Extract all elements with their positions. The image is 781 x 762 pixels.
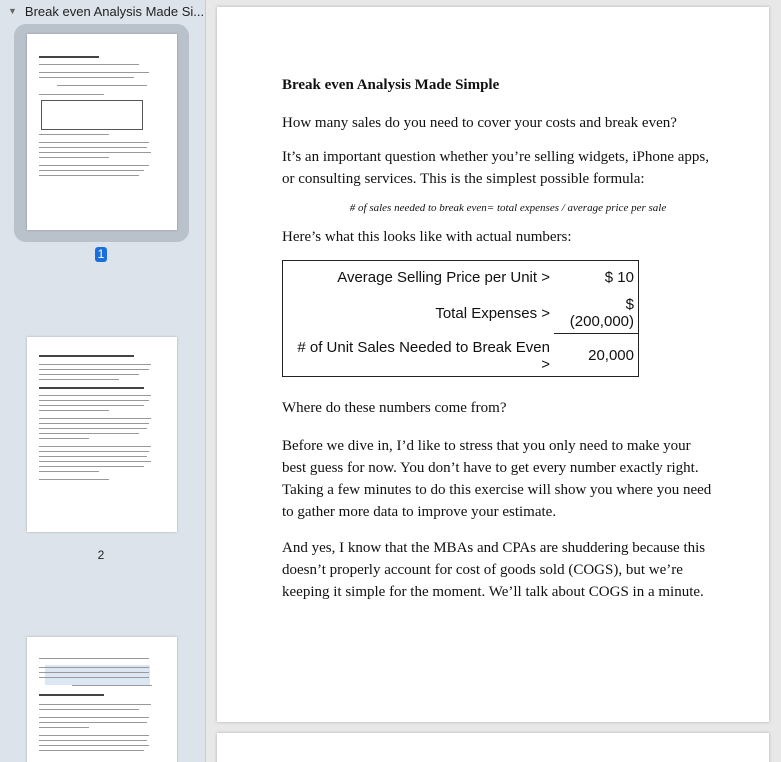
paragraph-1: How many sales do you need to cover your costs and break even? [282, 115, 677, 131]
table-cell-label: # of Unit Sales Needed to Break Even > [297, 338, 550, 373]
document-page [217, 7, 769, 722]
page-number-1[interactable]: 1 [95, 247, 107, 262]
document-view[interactable] [206, 0, 781, 762]
paragraph-5: Before we dive in, I’d like to stress that you only need to make your best guess for now. You don’t have to get every number exactly right. Taking a few minutes to do this exercise will show you where you need to gather more data to improve your estimate. [282, 437, 712, 520]
page-thumbnail-2[interactable] [27, 337, 177, 532]
disclosure-triangle-icon[interactable]: ▼ [8, 6, 17, 16]
table-cell-label: Total Expenses > [435, 304, 550, 322]
formula: # of sales needed to break even= total expenses / average price per sale [349, 202, 667, 214]
document-heading: Break even Analysis Made Simple [282, 77, 500, 93]
document-title-label: Break even Analysis Made Si... [24, 3, 205, 19]
page-thumbnail-1[interactable] [27, 34, 177, 230]
page-number-2[interactable]: 2 [97, 548, 105, 562]
table-cell-value: $ (200,000) [554, 291, 639, 334]
table-row [283, 261, 639, 292]
sidebar-header[interactable] [0, 0, 205, 22]
table-row [283, 334, 639, 377]
page-content [282, 77, 712, 615]
thumbnail-sidebar [0, 0, 206, 762]
page-thumbnail-3[interactable] [27, 637, 177, 762]
next-document-page [217, 733, 769, 762]
numbers-table [282, 260, 639, 377]
paragraph-3: Here’s what this looks like with actual numbers: [282, 229, 572, 245]
paragraph-2: It’s an important question whether you’re selling widgets, iPhone apps, or consulting services. This is the simplest possible formula: [282, 149, 710, 187]
paragraph-4: Where do these numbers come from? [282, 399, 507, 416]
paragraph-6: And yes, I know that the MBAs and CPAs are shuddering because this doesn’t properly account for cost of goods sold (COGS), but we’re keeping it simple for the moment. We’ll talk about COGS in a minute. [282, 539, 706, 600]
table-row [283, 291, 639, 334]
table-cell-value: $ 10 [604, 268, 634, 286]
table-cell-label: Average Selling Price per Unit > [337, 268, 550, 286]
table-cell-value: 20,000 [588, 347, 634, 365]
